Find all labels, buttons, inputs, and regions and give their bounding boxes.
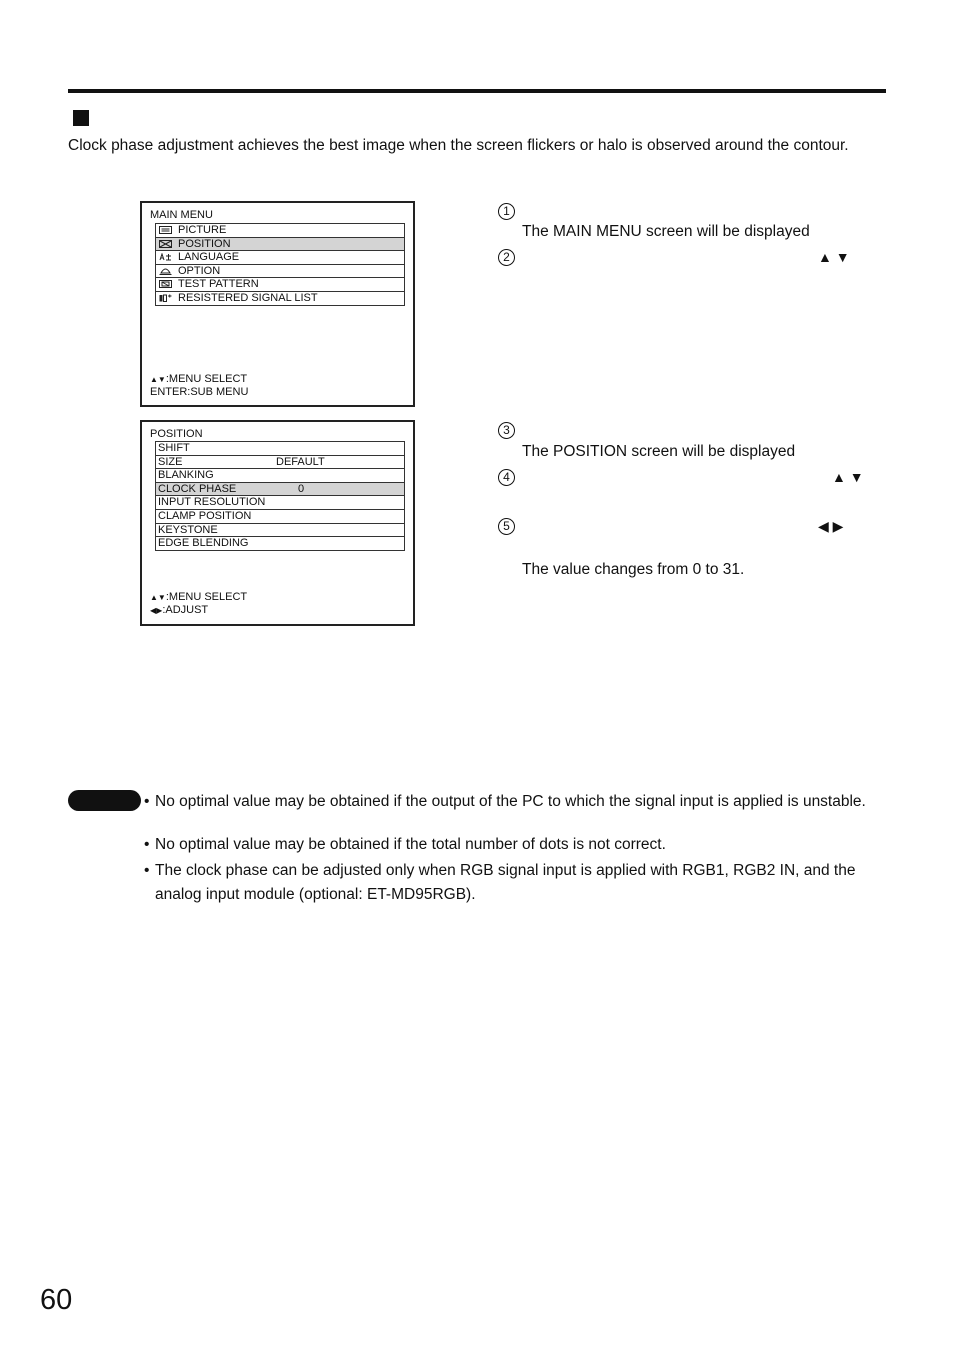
position-item-input-resolution[interactable]: INPUT RESOLUTION	[155, 496, 405, 510]
left-right-arrow-icon: ◀ ▶	[818, 518, 844, 534]
menu-item-picture[interactable]	[155, 224, 405, 238]
page-number: 60	[40, 1284, 73, 1316]
step-number-4: 4	[498, 469, 515, 486]
step-number-3: 3	[498, 422, 515, 439]
section-square-marker	[73, 110, 89, 126]
main-menu-title: MAIN MENU	[150, 209, 213, 221]
step-number-5: 5	[498, 518, 515, 535]
position-item-blanking[interactable]: BLANKING	[155, 469, 405, 483]
position-item-edge-blending[interactable]: EDGE BLENDING	[155, 537, 405, 551]
position-menu-screen	[140, 420, 415, 626]
top-rule	[68, 89, 886, 93]
bullet: •	[144, 793, 150, 810]
main-menu-footer: ▲▼:MENU SELECT ENTER:SUB MENU	[150, 373, 249, 398]
main-menu-screen	[140, 201, 415, 407]
language-icon	[159, 253, 172, 261]
menu-item-label: RESISTERED SIGNAL LIST	[178, 291, 318, 304]
intro-text: Clock phase adjustment achieves the best image when the screen flickers or halo is observed around the contour.	[68, 137, 849, 154]
menu-item-position[interactable]	[155, 238, 405, 252]
size-value: DEFAULT	[276, 455, 325, 468]
menu-item-test-pattern[interactable]	[155, 278, 405, 292]
position-menu-list	[155, 441, 405, 551]
option-icon	[159, 267, 172, 275]
menu-item-label: OPTION	[178, 264, 221, 277]
step-5-text: The value changes from 0 to 31.	[522, 561, 745, 578]
position-menu-title: POSITION	[150, 428, 203, 440]
menu-item-label: PICTURE	[178, 224, 227, 236]
step-3-text: The POSITION screen will be displayed	[522, 443, 796, 460]
left-right-arrows-icon: ◀▶	[150, 606, 163, 615]
menu-item-label: POSITION	[178, 237, 231, 250]
signal-list-icon	[159, 294, 172, 302]
bullet: •	[144, 836, 150, 853]
menu-item-language[interactable]	[155, 251, 405, 265]
up-down-arrow-icon: ▲ ▼	[832, 469, 864, 485]
note-item: • No optimal value may be obtained if the output of the PC to which the signal input is applied is unstable.	[144, 793, 866, 810]
menu-item-label: LANGUAGE	[178, 251, 240, 264]
test-pattern-icon	[159, 280, 172, 288]
main-menu-list	[155, 223, 405, 306]
position-item-keystone[interactable]: KEYSTONE	[155, 524, 405, 538]
position-item-size[interactable]: SIZE DEFAULT	[155, 456, 405, 470]
bullet: •	[144, 862, 150, 879]
position-item-shift[interactable]: SHIFT	[155, 442, 405, 456]
clock-phase-value: 0	[298, 482, 305, 495]
position-menu-footer: ▲▼:MENU SELECT ◀▶:ADJUST	[150, 591, 248, 616]
menu-item-option[interactable]	[155, 265, 405, 279]
up-down-arrows-icon: ▲▼	[150, 593, 166, 602]
step-number-2: 2	[498, 249, 515, 266]
position-item-clamp-position[interactable]: CLAMP POSITION	[155, 510, 405, 524]
up-down-arrows-icon: ▲▼	[150, 375, 166, 384]
up-down-arrow-icon: ▲ ▼	[818, 249, 850, 265]
note-item: • No optimal value may be obtained if the total number of dots is not correct.	[144, 836, 666, 853]
note-item: • The clock phase can be adjusted only when RGB signal input is applied with RGB1, RGB2 IN, and the analog input module (optional: ET-MD95RGB).	[144, 859, 886, 907]
note-badge	[68, 790, 141, 811]
menu-item-signal-list[interactable]	[155, 292, 405, 306]
position-item-clock-phase[interactable]: CLOCK PHASE 0	[155, 483, 405, 497]
picture-icon	[159, 226, 172, 234]
step-number-1: 1	[498, 203, 515, 220]
step-1-text: The MAIN MENU screen will be displayed	[522, 223, 810, 240]
menu-item-label: TEST PATTERN	[178, 278, 259, 291]
position-icon	[159, 240, 172, 248]
